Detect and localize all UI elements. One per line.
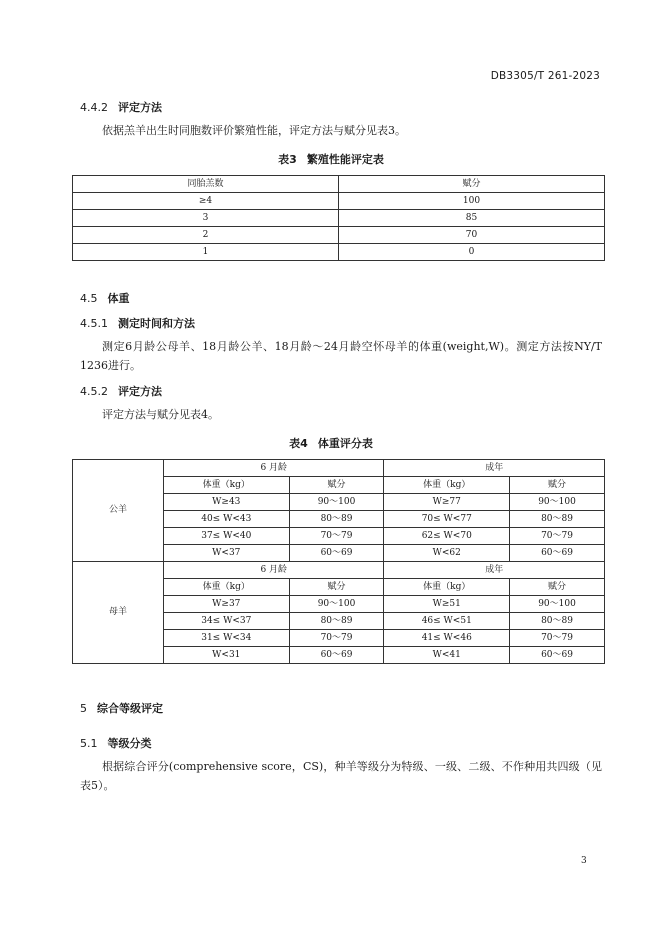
table-cell: 70～79: [289, 630, 384, 647]
weight-header: 体重（kg）: [384, 477, 510, 494]
table-cell: 60～69: [289, 545, 384, 562]
age-header-adult: 成年: [384, 460, 605, 477]
score-header: 赋分: [289, 477, 384, 494]
table-cell: 60～69: [510, 545, 605, 562]
table4-caption: [0, 435, 662, 451]
table-cell: 0: [339, 244, 605, 261]
weight-header: 体重（kg）: [384, 579, 510, 596]
table-cell: 60～69: [289, 647, 384, 664]
table-cell: 31≤ W<34: [164, 630, 290, 647]
table-cell: 70～79: [510, 630, 605, 647]
table4-number: 表4: [289, 437, 308, 450]
section-5-heading: [80, 700, 163, 716]
section-4-5-1-heading: [80, 315, 195, 331]
table-cell: W<37: [164, 545, 290, 562]
weight-header: 体重（kg）: [164, 477, 290, 494]
table-cell: 85: [339, 210, 605, 227]
table-cell: W<62: [384, 545, 510, 562]
section-title: 综合等级评定: [97, 702, 163, 715]
section-number: 5.1: [80, 737, 98, 750]
age-header-6-month: 6 月龄: [164, 460, 384, 477]
section-5-1-heading: [80, 735, 152, 751]
table-row: [73, 227, 605, 244]
table-cell: W<31: [164, 647, 290, 664]
table-cell: W≥43: [164, 494, 290, 511]
section-number: 4.5: [80, 292, 98, 305]
table-cell: 80～89: [289, 511, 384, 528]
score-header: 赋分: [510, 477, 605, 494]
table-cell: 90～100: [510, 494, 605, 511]
group-label-ram: 公羊: [73, 460, 164, 562]
section-number: 4.5.1: [80, 317, 108, 330]
table4-title: 体重评分表: [317, 437, 373, 450]
score-header: 赋分: [289, 579, 384, 596]
table4-body-weight: [72, 459, 605, 664]
table-cell: 41≤ W<46: [384, 630, 510, 647]
table-cell: 70～79: [510, 528, 605, 545]
table-cell: 37≤ W<40: [164, 528, 290, 545]
section-4-5-heading: [80, 290, 130, 306]
weight-header: 体重（kg）: [164, 579, 290, 596]
table3-reproduction: [72, 175, 605, 261]
table-cell: 46≤ W<51: [384, 613, 510, 630]
table-cell: W<41: [384, 647, 510, 664]
table-cell: 90～100: [510, 596, 605, 613]
table-row: [73, 244, 605, 261]
table-row: [73, 193, 605, 210]
table-cell: 90～100: [289, 596, 384, 613]
header-cell: 赋分: [339, 176, 605, 193]
table-cell: 2: [73, 227, 339, 244]
section-4-4-2-heading: [80, 99, 162, 115]
table-cell: 34≤ W<37: [164, 613, 290, 630]
score-header: 赋分: [510, 579, 605, 596]
table-cell: ≥4: [73, 193, 339, 210]
table-cell: 80～89: [510, 511, 605, 528]
table-cell: 40≤ W<43: [164, 511, 290, 528]
paragraph-5-1: 根据综合评分(comprehensive score，CS)，种羊等级分为特级、一级、二级、不作种用共四级（见表5）。: [80, 760, 602, 792]
table-cell: 70: [339, 227, 605, 244]
age-header-adult: 成年: [384, 562, 605, 579]
table3-number: 表3: [278, 153, 297, 166]
table-header-row: [73, 176, 605, 193]
paragraph-4-5-2: 评定方法与赋分见表4。: [102, 408, 219, 421]
section-number: 5: [80, 702, 87, 715]
table-cell: 70≤ W<77: [384, 511, 510, 528]
section-title: 评定方法: [118, 101, 162, 114]
paragraph-4-5-1: 测定6月龄公母羊、18月龄公羊、18月龄～24月龄空怀母羊的体重(weight,W)。测定方法按NY/T 1236进行。: [80, 340, 602, 372]
table-cell: W≥37: [164, 596, 290, 613]
paragraph-4-4-2: 依据羔羊出生时同胞数评价繁殖性能，评定方法与赋分见表3。: [102, 124, 406, 137]
group-label-ewe: 母羊: [73, 562, 164, 664]
page-number: 3: [581, 856, 587, 866]
table-cell: 100: [339, 193, 605, 210]
age-header-row: [73, 460, 605, 477]
age-header-6-month: 6 月龄: [164, 562, 384, 579]
table-cell: 62≤ W<70: [384, 528, 510, 545]
document-code: DB3305/T 261-2023: [490, 70, 600, 82]
section-title: 体重: [107, 292, 130, 305]
table-row: [73, 210, 605, 227]
table-cell: W≥51: [384, 596, 510, 613]
table-cell: 3: [73, 210, 339, 227]
section-4-5-2-heading: [80, 383, 162, 399]
table-cell: 80～89: [510, 613, 605, 630]
table-cell: 90～100: [289, 494, 384, 511]
section-number: 4.5.2: [80, 385, 108, 398]
section-number: 4.4.2: [80, 101, 108, 114]
header-cell: 同胎羔数: [73, 176, 339, 193]
age-header-row: [73, 562, 605, 579]
table-cell: 1: [73, 244, 339, 261]
table3-title: 繁殖性能评定表: [306, 153, 384, 166]
section-title: 评定方法: [118, 385, 162, 398]
table-cell: 70～79: [289, 528, 384, 545]
table-cell: 80～89: [289, 613, 384, 630]
section-title: 测定时间和方法: [118, 317, 195, 330]
section-title: 等级分类: [107, 737, 152, 750]
table-cell: W≥77: [384, 494, 510, 511]
table-cell: 60～69: [510, 647, 605, 664]
table3-caption: [0, 151, 662, 167]
